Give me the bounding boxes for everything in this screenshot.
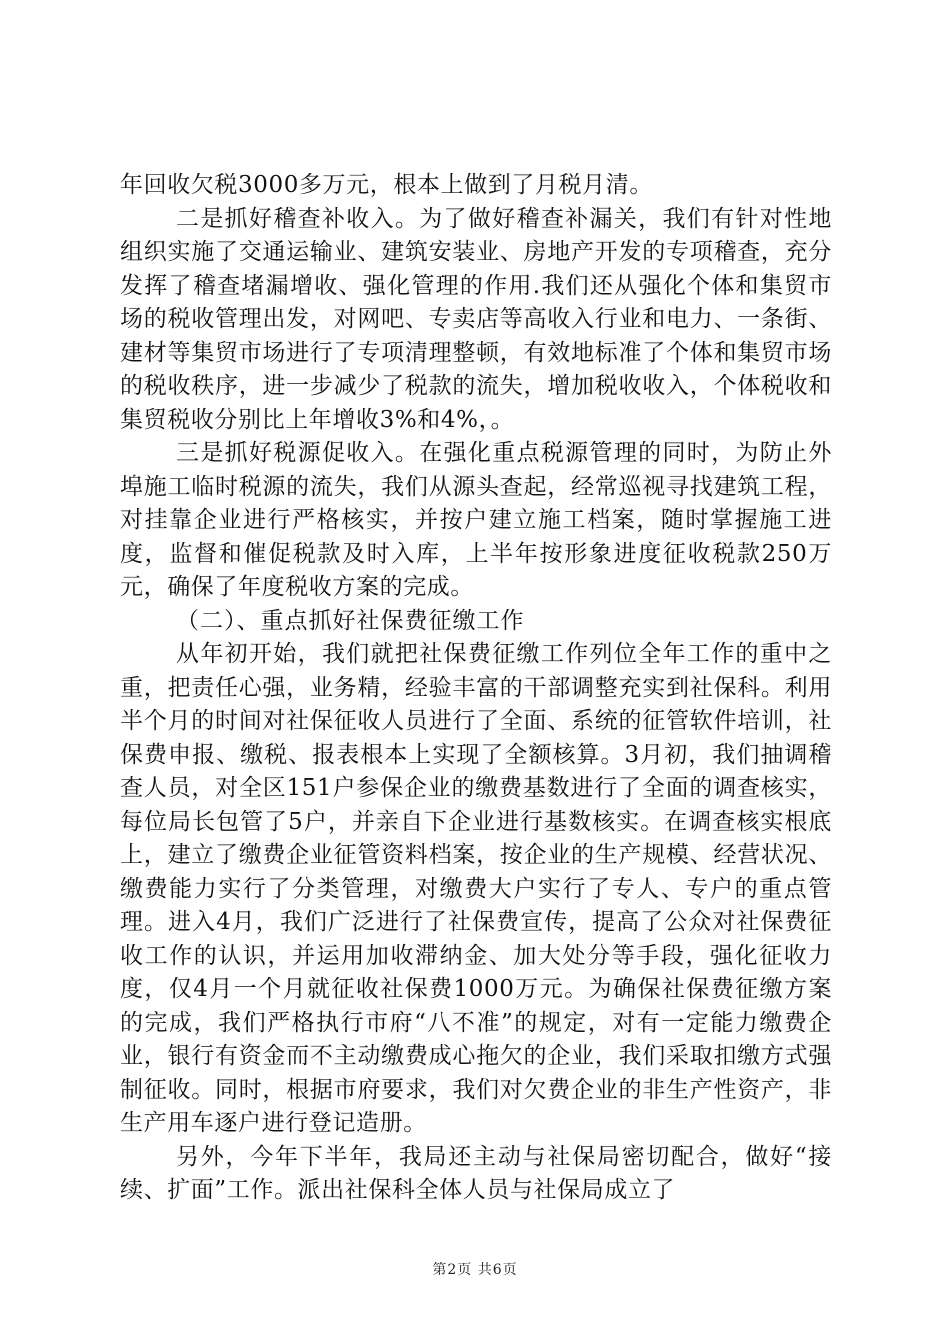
paragraph-audit-revenue: 二是抓好稽查补收入。为了做好稽查补漏关，我们有针对性地组织实施了交通运输业、建筑安装业、房地产开发的专项稽查，充分发挥了稽查堵漏增收、强化管理的作用.我们还从强化个体和集贸市场的税收管理出发，对网吧、专卖店等高收入行业和电力、一条街、建材等集贸市场进行了专项清理整顿，有效地标准了个体和集贸市场的税收秩序，进一步减少了税款的流失，增加税收收入，个体税收和集贸税收分别比上年增收3%和4%，。 [120, 205, 832, 433]
paragraph-social-security-collection: 从年初开始，我们就把社保费征缴工作列位全年工作的重中之重，把责任心强，业务精，经验丰富的干部调整充实到社保科。利用半个月的时间对社保征收人员进行了全面、系统的征管软件培训，社保费申报、缴税、报表根本上实现了全额核算。3月初，我们抽调稽查人员，对全区151户参保企业的缴费基数进行了全面的调查核实，每位局长包管了5户，并亲自下企业进行基数核实。在调查核实根底上，建立了缴费企业征管资料档案，按企业的生产规模、经营状况、缴费能力实行了分类管理，对缴费大户实行了专人、专户的重点管理。进入4月，我们广泛进行了社保费宣传，提高了公众对社保费征收工作的认识，并运用加收滞纳金、加大处分等手段，强化征收力度，仅4月一个月就征收社保费1000万元。为确保社保费征缴方案的完成，我们严格执行市府“八不准”的规定，对有一定能力缴费企业，银行有资金而不主动缴费成心拖欠的企业，我们采取扣缴方式强制征收。同时，根据市府要求，我们对欠费企业的非生产性资产，非生产用车逐户进行登记造册。 [120, 641, 832, 1136]
page-number-footer: 第2页 共6页 [432, 1262, 518, 1278]
paragraph-tax-arrears-continuation: 年回收欠税3000多万元，根本上做到了月税月清。 [120, 172, 653, 198]
paragraph-cooperation: 另外，今年下半年，我局还主动与社保局密切配合，做好“接续、扩面”工作。派出社保科全体人员与社保局成立了 [120, 1143, 832, 1203]
paragraph-tax-source-revenue: 三是抓好税源促收入。在强化重点税源管理的同时，为防止外埠施工临时税源的流失，我们从源头查起，经常巡视寻找建筑工程，对挂靠企业进行严格核实，并按户建立施工档案，随时掌握施工进度，监督和催促税款及时入库，上半年按形象进度征收税款250万元，确保了年度税收方案的完成。 [120, 440, 832, 600]
document-body [120, 169, 832, 1208]
section-heading-social-security: （二）、重点抓好社保费征缴工作 [176, 607, 525, 634]
